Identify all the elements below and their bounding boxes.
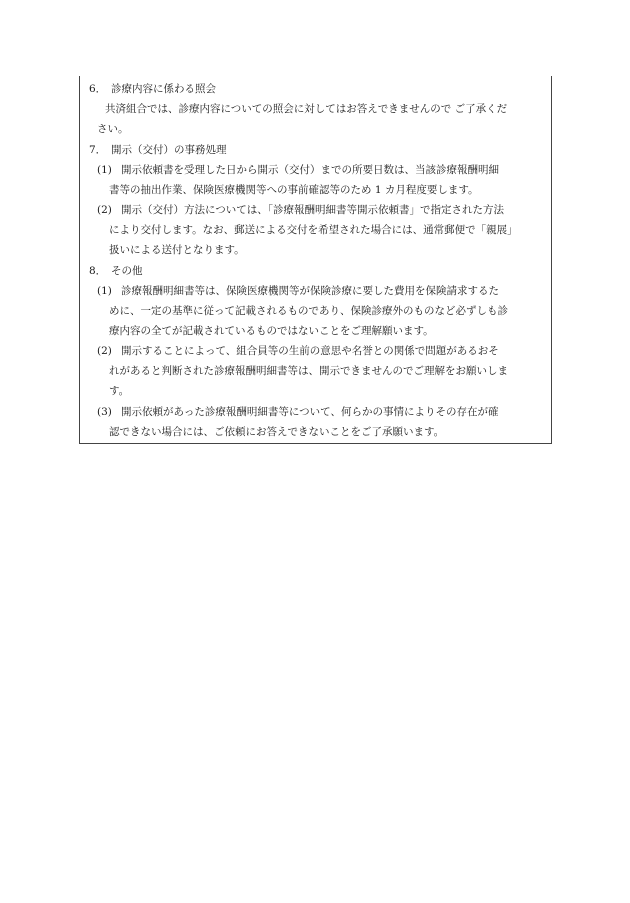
section-7-heading bbox=[89, 143, 227, 157]
item-line: により交付します。なお、郵送による交付を希望された場合には、通常郵便で「親展」 bbox=[109, 224, 518, 236]
content-frame bbox=[79, 76, 552, 444]
item-line: 療内容の全てが記載されているものではないことをご理解願います。 bbox=[109, 325, 434, 337]
item-line: 開示（交付）方法については、「診療報酬明細書等開示依頼書」で指定された方法 bbox=[121, 204, 505, 216]
item-marker: (2) bbox=[97, 204, 112, 216]
item-marker: (1) bbox=[97, 285, 112, 297]
item-marker: (3) bbox=[97, 406, 112, 418]
section-8-heading bbox=[89, 264, 143, 278]
section-8-title: その他 bbox=[111, 265, 143, 277]
section-6-paragraph-line: 共済組合では、診療内容についての照会に対してはお答えできませんので ご了承くだ bbox=[105, 103, 508, 115]
section-8-item-3 bbox=[97, 405, 498, 419]
item-line: れがあると判断された診療報酬明細書等は、開示できませんのでご理解をお願いしま bbox=[109, 365, 508, 377]
section-7-item-1 bbox=[97, 163, 499, 177]
item-line: 開示することによって、組合員等の生前の意思や名誉との関係で問題があるおそ bbox=[121, 345, 499, 357]
item-line: めに、一定の基準に従って記載されるものであり、保険診療外のものなど必ずしも診 bbox=[109, 305, 508, 317]
section-8-number: 8． bbox=[89, 265, 107, 277]
section-7-title: 開示（交付）の事務処理 bbox=[111, 144, 227, 156]
section-6-paragraph-line: さい。 bbox=[97, 123, 129, 135]
item-line: 書等の抽出作業、保険医療機関等への事前確認等のため 1 カ月程度要します。 bbox=[109, 184, 479, 196]
item-line: 診療報酬明細書等は、保険医療機関等が保険診療に要した費用を保険請求するた bbox=[121, 285, 499, 297]
item-line: す。 bbox=[109, 385, 130, 397]
item-line: 認できない場合には、ご依頼にお答えできないことをご了承願います。 bbox=[109, 426, 445, 438]
section-7-number: 7． bbox=[89, 144, 107, 156]
item-marker: (1) bbox=[97, 164, 112, 176]
item-line: 開示依頼書を受理した日から開示（交付）までの所要日数は、当該診療報酬明細 bbox=[121, 164, 499, 176]
section-6-heading bbox=[89, 82, 216, 96]
section-6-number: 6． bbox=[89, 83, 107, 95]
section-6-title: 診療内容に係わる照会 bbox=[111, 83, 216, 95]
item-line: 開示依頼があった診療報酬明細書等について、何らかの事情によりその存在が確 bbox=[121, 406, 499, 418]
section-8-item-1 bbox=[97, 284, 499, 298]
item-marker: (2) bbox=[97, 345, 112, 357]
section-8-item-2 bbox=[97, 344, 499, 358]
section-7-item-2 bbox=[97, 203, 504, 217]
item-line: 扱いによる送付となります。 bbox=[109, 244, 245, 256]
